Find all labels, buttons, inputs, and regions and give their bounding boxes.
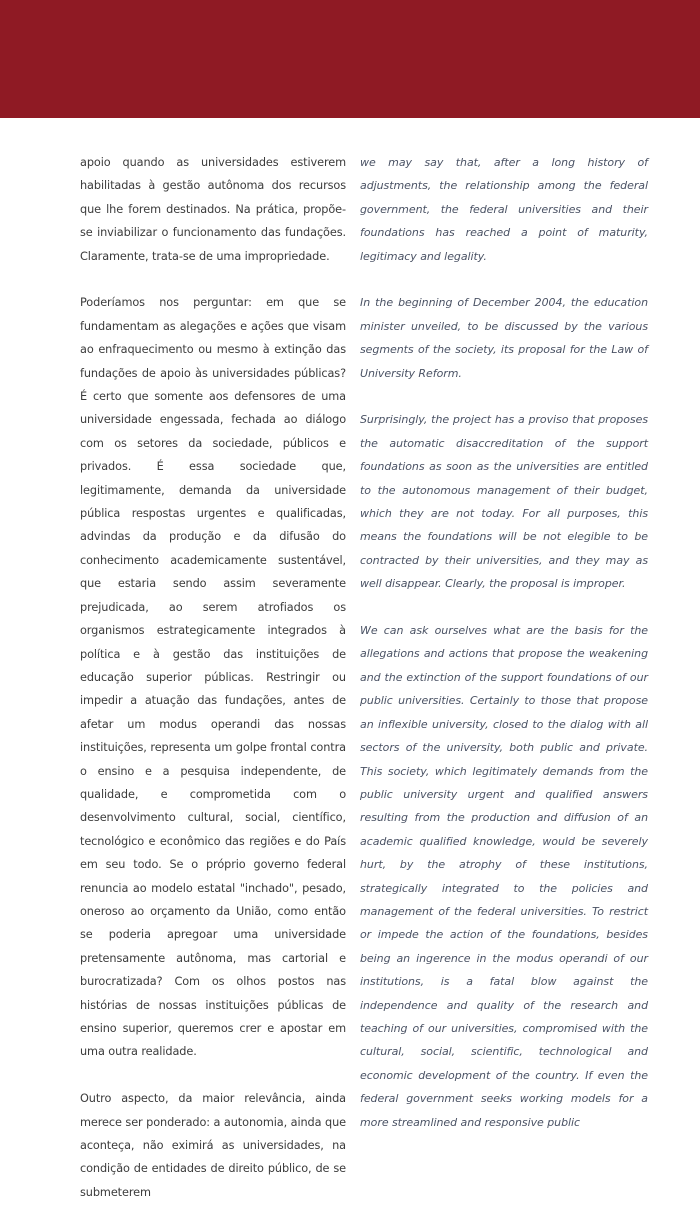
header-banner <box>0 0 700 118</box>
paragraph: We can ask ourselves what are the basis for the allegations and actions that propose the weakening and the extinction of the support foundations of our public universities. Certainly to those that propose an inflexible university, closed to the dialog with all sectors of the university, both public and private. This society, which legitimately demands from the public university urgent and qualified answers resulting from the production and diffusion of an academic qualified knowledge, would be severely hurt, by the atrophy of these institutions, strategically integrated to the policies and management of the federal universities. To restrict or impede the action of the foundations, besides being an ingerence in the modus operandi of our institutions, is a fatal blow against the independence and quality of the research and teaching of our universities, compromised with the cultural, social, scientific, technological and economic development of the country. If even the federal government seeks working models for a more streamlined and responsive public <box>360 624 648 1129</box>
paragraph: apoio quando as universidades estiverem habilitadas à gestão autônoma dos recursos que lhe forem destinados. Na prática, propõe-se inviabilizar o funcionamento das fundações. Claramente, trata-se de uma impropriedade. <box>80 156 346 263</box>
paragraph: Outro aspecto, da maior relevância, ainda merece ser ponderado: a autonomia, ainda que aconteça, não eximirá as universidades, na condição de entidades de direito público, de se submeterem <box>80 1092 346 1199</box>
paragraph: we may say that, after a long history of adjustments, the relationship among the federal government, the federal universities and their foundations has reached a point of maturity, legitimacy and legality. <box>360 156 648 263</box>
paragraph: Surprisingly, the project has a proviso that proposes the automatic disaccreditation of the support foundations as soon as the universities are entitled to the autonomous management of their budget, which they are not today. For all purposes, this means the foundations will be not elegible to be contracted by their universities, and they may as well disappear. Clearly, the proposal is improper. <box>360 413 648 591</box>
paragraph: In the beginning of December 2004, the education minister unveiled, to be discussed by the various segments of the society, its proposal for the Law of University Reform. <box>360 296 648 380</box>
paragraph: Poderíamos nos perguntar: em que se fundamentam as alegações e ações que visam ao enfraquecimento ou mesmo à extinção das fundações de apoio às universidades públicas? É certo que somente aos defensores de uma universidade engessada, fechada ao diálogo com os setores da sociedade, públicos e privados. É essa sociedade que, legitimamente, demanda da universidade pública respostas urgentes e qualificadas, advindas da produção e da difusão do conhecimento academicamente sustentável, que estaria sendo assim severamente prejudicada, ao serem atrofiados os organismos estrategicamente integrados à política e à gestão das instituições de educação superior públicas. Restringir ou impedir a atuação das fundações, antes de afetar um modus operandi das nossas instituições, representa um golpe frontal contra o ensino e a pesquisa independente, de qualidade, e comprometida com o desenvolvimento cultural, social, científico, tecnológico e econômico das regiões e do País em seu todo. Se o próprio governo federal renuncia ao modelo estatal "inchado", pesado, oneroso ao orçamento da União, como então se poderia apregoar uma universidade pretensamente autônoma, mas cartorial e burocratizada? Com os olhos postos nas histórias de nossas instituições públicas de ensino superior, queremos crer e apostar em uma outra realidade. <box>80 296 346 1059</box>
english-text-column <box>360 151 648 1157</box>
portuguese-text-column <box>80 151 346 1228</box>
